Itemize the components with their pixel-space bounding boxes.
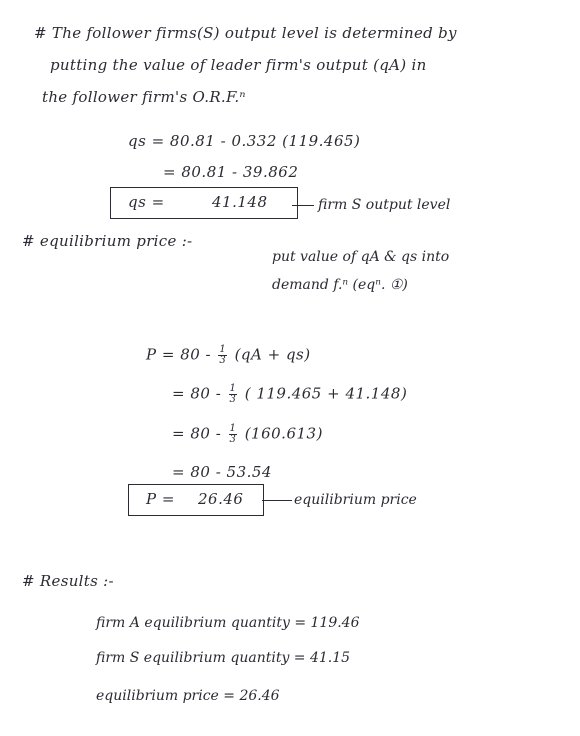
fraction-denominator: 3 — [229, 434, 237, 445]
price-equation-3-right: (160.613) — [244, 424, 323, 443]
one-third-fraction — [218, 345, 227, 366]
price-equation-1-right: (qA + qs) — [234, 345, 311, 364]
fraction-numerator: 1 — [229, 423, 237, 434]
price-equation-3-left: = 80 - — [172, 424, 222, 443]
fraction-numerator: 1 — [229, 383, 237, 394]
results-heading: # Results :- — [22, 572, 114, 590]
follower-output-lhs: qs = — [128, 193, 165, 211]
price-equation-1-left: P = 80 - — [146, 345, 212, 364]
follower-intro-line-1: # The follower firms(S) output level is determined by — [34, 24, 457, 42]
fraction-numerator: 1 — [219, 344, 227, 355]
follower-equation-2: = 80.81 - 39.862 — [163, 163, 299, 181]
one-third-fraction — [229, 384, 238, 405]
price-equation-4: = 80 - 53.54 — [172, 463, 272, 481]
price-equation-2-left: = 80 - — [172, 384, 222, 403]
follower-output-value: 41.148 — [212, 193, 268, 211]
price-equation-2-right: ( 119.465 + 41.148) — [244, 384, 408, 403]
one-third-fraction — [229, 424, 238, 445]
follower-output-arrow — [292, 205, 314, 206]
result-firm-s-quantity: firm S equilibrium quantity = 41.15 — [96, 650, 351, 666]
equilibrium-price-value: 26.46 — [198, 490, 244, 508]
follower-intro-line-3: the follower firm's O.R.F.ⁿ — [42, 88, 246, 106]
result-equilibrium-price: equilibrium price = 26.46 — [96, 688, 280, 704]
follower-output-note: firm S output level — [318, 197, 451, 213]
equilibrium-price-lhs: P = — [146, 490, 175, 508]
fraction-denominator: 3 — [229, 394, 237, 405]
price-equation-1 — [146, 345, 311, 366]
result-firm-a-quantity: firm A equilibrium quantity = 119.46 — [96, 615, 360, 631]
price-equation-3 — [172, 424, 323, 445]
equilibrium-price-heading: # equilibrium price :- — [22, 232, 193, 250]
equilibrium-price-note: equilibrium price — [294, 492, 417, 508]
price-equation-2 — [172, 384, 407, 405]
follower-equation-1: qs = 80.81 - 0.332 (119.465) — [128, 132, 361, 150]
equilibrium-price-note-2: demand f.ⁿ (eqⁿ. ①) — [272, 277, 408, 293]
follower-intro-line-2: putting the value of leader firm's output (qA) in — [50, 56, 427, 74]
fraction-denominator: 3 — [219, 355, 227, 366]
equilibrium-price-note-1: put value of qA & qs into — [272, 249, 450, 265]
equilibrium-price-arrow — [262, 500, 292, 501]
